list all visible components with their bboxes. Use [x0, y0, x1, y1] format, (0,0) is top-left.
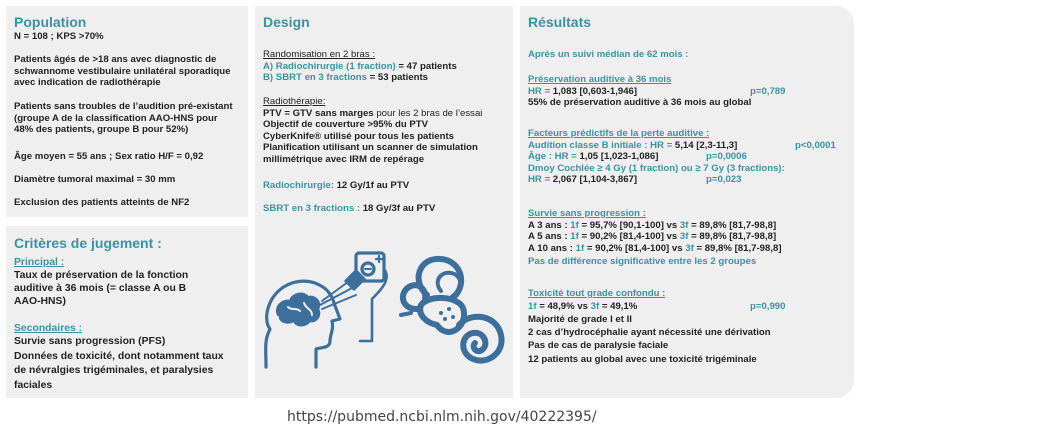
principal-label: Principal :	[14, 257, 65, 268]
facteur3-p: p=0,023	[706, 174, 742, 185]
preservation-p: p=0,789	[750, 85, 786, 97]
inner-ear-icon	[397, 251, 509, 369]
population-inclusion: Patients âgés de >18 ans avec diagnostic de schwannome vestibulaire unilatéral sporadique avec indication de radiothérapie	[14, 54, 231, 88]
pfs-note: Pas de différence significative entre les 2 groupes	[528, 256, 757, 267]
resultats-title: Résultats	[528, 14, 592, 30]
design-title: Design	[263, 14, 310, 30]
resultats-panel	[520, 6, 854, 398]
toxicite-section: Toxicité tout grade confondu : 1f = 48,9% vs 3f = 49,1% p=0,990 Majorité de grade I et II 2 cas d’hydrocéphalie ayant nécessité une dérivation Pas de cas de paralysie faciale 12 patients au global avec une toxicité trigéminale	[528, 288, 786, 365]
pfs-section: Survie sans progression : A 3 ans : 1f = 95,7% [90,1-100] vs 3f = 89,8% [81,7-98,8] A 5 ans : 1f = 90,2% [81,4-100] vs 3f = 89,8% [81,7-98,8] A 10 ans : 1f = 90,2% [81,4-100] vs 3f = 89,8% [81,7-98,8] Pas de différence significative entre les 2 groupes	[528, 208, 848, 268]
source-url[interactable]: https://pubmed.ncbi.nlm.nih.gov/40222395/	[287, 409, 597, 425]
facteurs-section: Facteurs prédictifs de la perte auditive : Audition classe B initiale : HR = 5,14 [2,3-11,3] p<0,0001 Âge : HR = 1,05 [1,023-1,086] p=0,0006 Dmoy Cochlée ≥ 4 Gy (1 fraction) ou ≥ 7 Gy (3 fractions): HR = 2,067 [1,104-3,867] p=0,023	[528, 128, 836, 185]
population-audition: Patients sans troubles de l’audition pré-existant (groupe A de la classification AAO-HNS pour 48% des patients, groupe B pour 52%)	[14, 101, 233, 135]
population-panel	[6, 6, 248, 217]
preservation-hr: HR = 1,083 [0,603-1,946] p=0,789	[528, 85, 786, 97]
criteres-panel	[6, 226, 248, 398]
population-age: Âge moyen = 55 ans ; Sex ratio H/F = 0,92	[14, 151, 204, 162]
head-radiotherapy-icon	[260, 249, 390, 379]
facteur2-p: p=0,0006	[706, 151, 747, 162]
population-exclusion: Exclusion des patients atteints de NF2	[14, 197, 190, 208]
preservation-section: Préservation auditive à 36 mois HR = 1,083 [0,603-1,946] p=0,789 55% de préservation auditive à 36 mois au global	[528, 74, 848, 109]
population-diameter: Diamètre tumoral maximal = 30 mm	[14, 174, 176, 185]
design-sbrt: SBRT en 3 fractions : 18 Gy/3f au PTV	[263, 203, 436, 214]
pfs-row: A 3 ans : 1f = 95,7% [90,1-100] vs 3f = 89,8% [81,7-98,8]	[528, 219, 777, 231]
criteres-principal: Principal : Taux de préservation de la fonction auditive à 36 mois (= classe A ou B AAO-HNS)	[14, 256, 242, 308]
population-title: Population	[14, 14, 87, 30]
population-n: N = 108 ; KPS >70%	[14, 31, 104, 42]
design-radiotherapie: Radiothérapie: PTV = GTV sans marges pour les 2 bras de l’essai Objectif de couverture >95% du PTV CyberKnife® utilisé pour tous les patients Planification utilisant un scanner de simulation millimétrique avec IRM de repérage	[263, 96, 483, 165]
facteur1-p: p<0,0001	[795, 139, 836, 151]
secondaires-label: Secondaires :	[14, 323, 83, 334]
design-radiochirurgie: Radiochirurgie: 12 Gy/1f au PTV	[263, 180, 410, 191]
design-panel	[255, 6, 513, 398]
suivi-median: Après un suivi médian de 62 mois :	[528, 49, 689, 60]
pfs-row: A 10 ans : 1f = 90,2% [81,4-100] vs 3f = 89,8% [81,7-98,8]	[528, 242, 782, 254]
pfs-row: A 5 ans : 1f = 90,2% [81,4-100] vs 3f = 89,8% [81,7-98,8]	[528, 231, 777, 242]
criteres-secondaires: Secondaires : Survie sans progression (PFS) Données de toxicité, dont notamment taux de névralgies trigéminales, et paralysies faciales	[14, 322, 242, 393]
criteres-title: Critères de jugement :	[14, 235, 162, 251]
toxicite-p: p=0,990	[750, 300, 786, 312]
design-randomisation: Randomisation en 2 bras : A) Radiochirurgie (1 fraction) = 47 patients B) SBRT en 3 fractions = 53 patients	[263, 49, 457, 83]
